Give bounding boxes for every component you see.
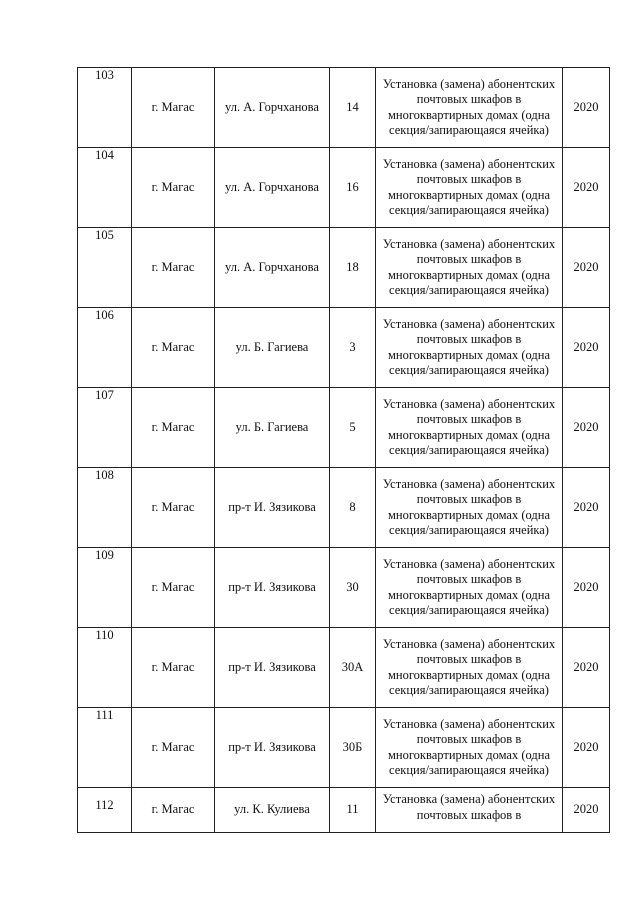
year-cell: 2020 bbox=[563, 628, 610, 708]
table-row bbox=[78, 708, 610, 788]
city-cell: г. Магас bbox=[132, 788, 215, 833]
table-row bbox=[78, 628, 610, 708]
year-cell: 2020 bbox=[563, 308, 610, 388]
row-number: 110 bbox=[78, 628, 132, 708]
house-number-cell: 30 bbox=[330, 548, 376, 628]
work-description-cell: Установка (замена) абонентских почтовых шкафов в многоквартирных домах (одна секция/запирающаяся ячейка) bbox=[376, 68, 563, 148]
work-description-cell: Установка (замена) абонентских почтовых шкафов в многоквартирных домах (одна секция/запирающаяся ячейка) bbox=[376, 708, 563, 788]
year-cell: 2020 bbox=[563, 148, 610, 228]
city-cell: г. Магас bbox=[132, 148, 215, 228]
row-number: 112 bbox=[78, 788, 132, 833]
row-number: 103 bbox=[78, 68, 132, 148]
house-number-cell: 5 bbox=[330, 388, 376, 468]
work-description-cell: Установка (замена) абонентских почтовых шкафов в bbox=[376, 788, 563, 833]
house-number-cell: 3 bbox=[330, 308, 376, 388]
street-cell: ул. Б. Гагиева bbox=[215, 388, 330, 468]
year-cell: 2020 bbox=[563, 708, 610, 788]
year-cell: 2020 bbox=[563, 548, 610, 628]
works-table bbox=[77, 67, 610, 833]
street-cell: пр-т И. Зязикова bbox=[215, 468, 330, 548]
table-row bbox=[78, 548, 610, 628]
house-number-cell: 8 bbox=[330, 468, 376, 548]
street-cell: пр-т И. Зязикова bbox=[215, 628, 330, 708]
year-cell: 2020 bbox=[563, 388, 610, 468]
house-number-cell: 18 bbox=[330, 228, 376, 308]
year-cell: 2020 bbox=[563, 788, 610, 833]
table-row bbox=[78, 228, 610, 308]
table-row bbox=[78, 468, 610, 548]
table-row bbox=[78, 68, 610, 148]
city-cell: г. Магас bbox=[132, 228, 215, 308]
city-cell: г. Магас bbox=[132, 548, 215, 628]
table-row bbox=[78, 388, 610, 468]
city-cell: г. Магас bbox=[132, 628, 215, 708]
work-description-cell: Установка (замена) абонентских почтовых шкафов в многоквартирных домах (одна секция/запирающаяся ячейка) bbox=[376, 468, 563, 548]
house-number-cell: 30Б bbox=[330, 708, 376, 788]
work-description-cell: Установка (замена) абонентских почтовых шкафов в многоквартирных домах (одна секция/запирающаяся ячейка) bbox=[376, 148, 563, 228]
work-description-cell: Установка (замена) абонентских почтовых шкафов в многоквартирных домах (одна секция/запирающаяся ячейка) bbox=[376, 308, 563, 388]
work-description-cell: Установка (замена) абонентских почтовых шкафов в многоквартирных домах (одна секция/запирающаяся ячейка) bbox=[376, 628, 563, 708]
row-number: 109 bbox=[78, 548, 132, 628]
row-number: 107 bbox=[78, 388, 132, 468]
street-cell: ул. К. Кулиева bbox=[215, 788, 330, 833]
city-cell: г. Магас bbox=[132, 308, 215, 388]
table-row bbox=[78, 308, 610, 388]
work-description-cell: Установка (замена) абонентских почтовых шкафов в многоквартирных домах (одна секция/запирающаяся ячейка) bbox=[376, 228, 563, 308]
house-number-cell: 14 bbox=[330, 68, 376, 148]
city-cell: г. Магас bbox=[132, 388, 215, 468]
city-cell: г. Магас bbox=[132, 68, 215, 148]
street-cell: ул. А. Горчханова bbox=[215, 68, 330, 148]
row-number: 106 bbox=[78, 308, 132, 388]
year-cell: 2020 bbox=[563, 468, 610, 548]
table-row bbox=[78, 148, 610, 228]
year-cell: 2020 bbox=[563, 68, 610, 148]
row-number: 105 bbox=[78, 228, 132, 308]
city-cell: г. Магас bbox=[132, 708, 215, 788]
city-cell: г. Магас bbox=[132, 468, 215, 548]
work-description-cell: Установка (замена) абонентских почтовых шкафов в многоквартирных домах (одна секция/запирающаяся ячейка) bbox=[376, 548, 563, 628]
house-number-cell: 11 bbox=[330, 788, 376, 833]
street-cell: ул. А. Горчханова bbox=[215, 148, 330, 228]
street-cell: пр-т И. Зязикова bbox=[215, 708, 330, 788]
house-number-cell: 30А bbox=[330, 628, 376, 708]
street-cell: ул. Б. Гагиева bbox=[215, 308, 330, 388]
year-cell: 2020 bbox=[563, 228, 610, 308]
street-cell: ул. А. Горчханова bbox=[215, 228, 330, 308]
work-description-cell: Установка (замена) абонентских почтовых шкафов в многоквартирных домах (одна секция/запирающаяся ячейка) bbox=[376, 388, 563, 468]
row-number: 104 bbox=[78, 148, 132, 228]
house-number-cell: 16 bbox=[330, 148, 376, 228]
row-number: 111 bbox=[78, 708, 132, 788]
street-cell: пр-т И. Зязикова bbox=[215, 548, 330, 628]
table-row bbox=[78, 788, 610, 833]
row-number: 108 bbox=[78, 468, 132, 548]
